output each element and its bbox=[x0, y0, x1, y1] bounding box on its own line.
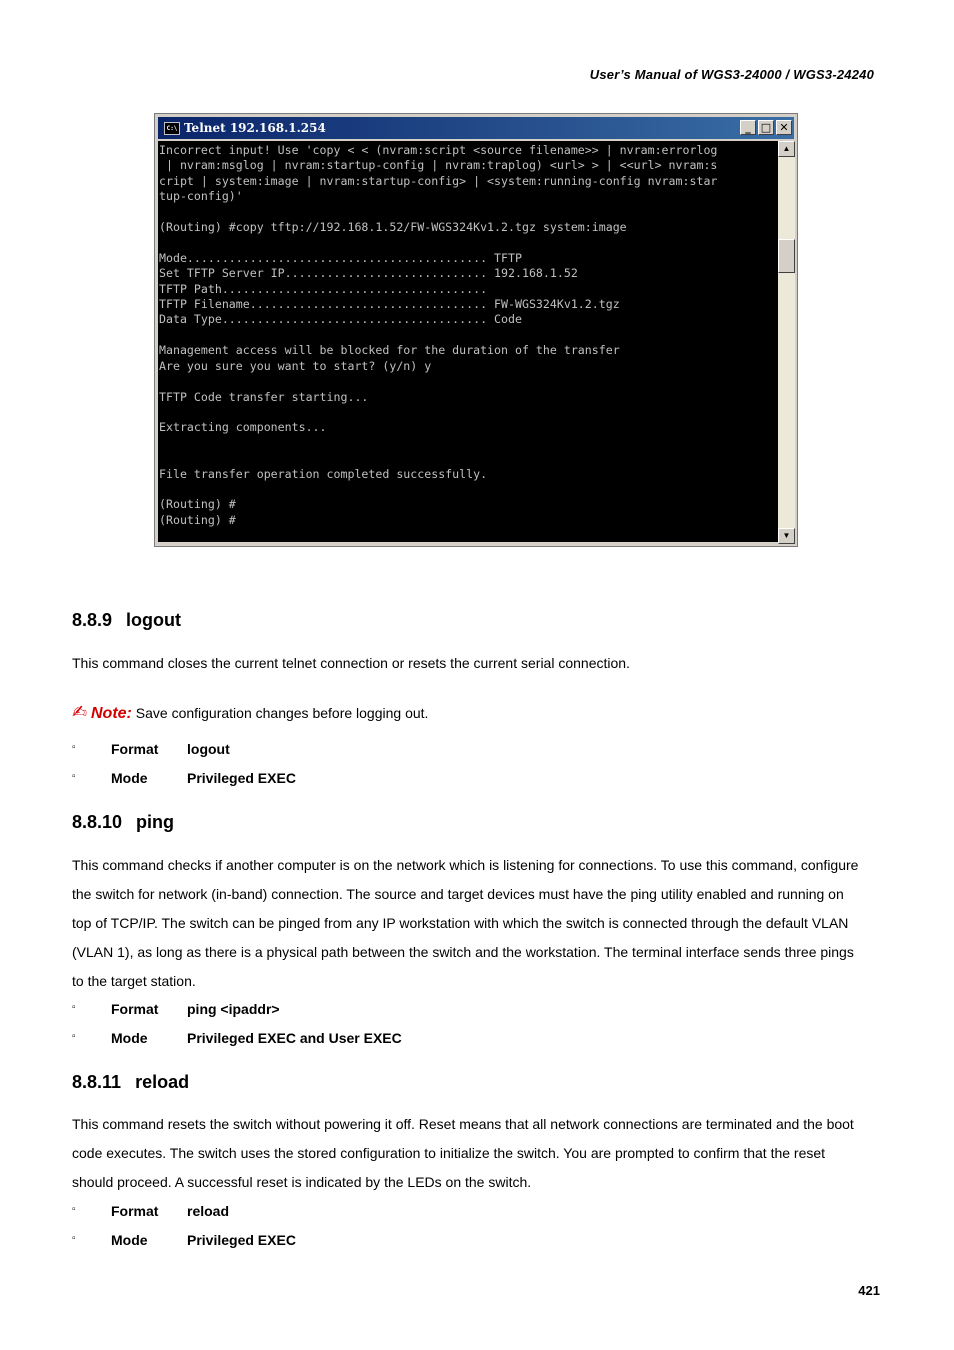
console-line: Extracting components... bbox=[159, 420, 327, 435]
console-line: (Routing) # bbox=[159, 512, 236, 527]
scroll-up-arrow-icon[interactable]: ▲ bbox=[778, 141, 795, 157]
note-label: Note: bbox=[90, 705, 132, 722]
console-line: Management access will be blocked for the duration of the transfer bbox=[159, 343, 620, 358]
manual-header: User’s Manual of WGS3-24000 / WGS3-24240 bbox=[589, 67, 874, 82]
console-line: (Routing) # bbox=[159, 497, 236, 512]
maximize-button[interactable]: □ bbox=[758, 120, 774, 135]
window-title: Telnet 192.168.1.254 bbox=[184, 121, 326, 135]
logout-description: This command closes the current telnet connection or resets the current serial connection. bbox=[72, 655, 630, 671]
section-heading-ping: 8.8.10 ping bbox=[72, 812, 175, 832]
note bbox=[72, 702, 428, 723]
console-line: TFTP Code transfer starting... bbox=[159, 389, 369, 404]
console-line: File transfer operation completed successfully. bbox=[159, 466, 488, 481]
scroll-down-arrow-icon[interactable]: ▼ bbox=[778, 528, 795, 544]
console-line: TFTP Filename.................................. FW-WGS324Kv1.2.tgz bbox=[159, 297, 620, 312]
writing-hand-icon: ✍ bbox=[72, 702, 88, 723]
console-line: cript | system:image | nvram:startup-config> | <system:running-config nvram:star bbox=[159, 173, 718, 188]
page-number: 421 bbox=[858, 1283, 880, 1298]
ping-description: This command checks if another computer is on the network which is listening for connections. To use this command, configure the switch for network (in-band) connection. The source and target devices must have the ping utility enabled and running on top of TCP/IP. The switch can be pinged from any IP workstation with which the switch is connected through the default VLAN (VLAN 1), as long as there is a physical path between the switch and the workstation. The terminal interface sends three pings to the target station. bbox=[72, 857, 859, 989]
minimize-button[interactable]: _ bbox=[740, 120, 756, 135]
console-line bbox=[159, 482, 778, 497]
console-line: (Routing) #copy tftp://192.168.1.52/FW-WGS324Kv1.2.tgz system:image bbox=[159, 220, 627, 235]
console-line: tup-config)' bbox=[159, 189, 243, 204]
close-button[interactable]: ✕ bbox=[776, 120, 792, 135]
scrollbar-thumb[interactable] bbox=[778, 239, 795, 273]
console-line: Mode........................................... TFTP bbox=[159, 250, 522, 265]
note-text: Save configuration changes before logging out. bbox=[135, 705, 429, 721]
console-line: Are you sure you want to start? (y/n) y bbox=[159, 358, 432, 373]
console-line: Data Type...................................... Code bbox=[159, 312, 522, 327]
console-icon: C:\ bbox=[164, 122, 180, 135]
console-line bbox=[159, 205, 778, 220]
console-output bbox=[158, 141, 778, 542]
reload-description: This command resets the switch without powering it off. Reset means that all network connections are terminated and the boot code executes. The switch uses the stored configuration to initialize the switch. You are prompted to confirm that the reset should proceed. A successful reset is indicated by the LEDs on the switch. bbox=[72, 1116, 854, 1190]
section-heading-reload: 8.8.11 reload bbox=[72, 1072, 190, 1092]
console-line: | nvram:msglog | nvram:startup-config | nvram:traplog) <url> > | <<url> nvram:s bbox=[159, 158, 718, 173]
console-line bbox=[159, 374, 778, 389]
console-line bbox=[159, 405, 778, 420]
console-line bbox=[159, 451, 778, 466]
bullet-icon: ▫ bbox=[72, 1002, 76, 1013]
console-line: Incorrect input! Use 'copy < < (nvram:script <source filename>> | nvram:errorlog bbox=[159, 143, 718, 157]
vertical-scrollbar[interactable] bbox=[778, 141, 795, 544]
console-line bbox=[159, 328, 778, 343]
console-line: TFTP Path...................................... bbox=[159, 281, 488, 296]
console-line: Set TFTP Server IP............................. 192.168.1.52 bbox=[159, 266, 578, 281]
bullet-icon: ▫ bbox=[72, 771, 76, 782]
bullet-icon: ▫ bbox=[72, 1031, 76, 1042]
bullet-icon: ▫ bbox=[72, 1204, 76, 1215]
console-line bbox=[159, 235, 778, 250]
telnet-titlebar bbox=[158, 117, 794, 139]
bullet-icon: ▫ bbox=[72, 742, 76, 753]
console-line bbox=[159, 436, 778, 451]
bullet-icon: ▫ bbox=[72, 1233, 76, 1244]
telnet-window bbox=[154, 113, 798, 547]
section-heading-logout: 8.8.9 logout bbox=[72, 610, 182, 630]
